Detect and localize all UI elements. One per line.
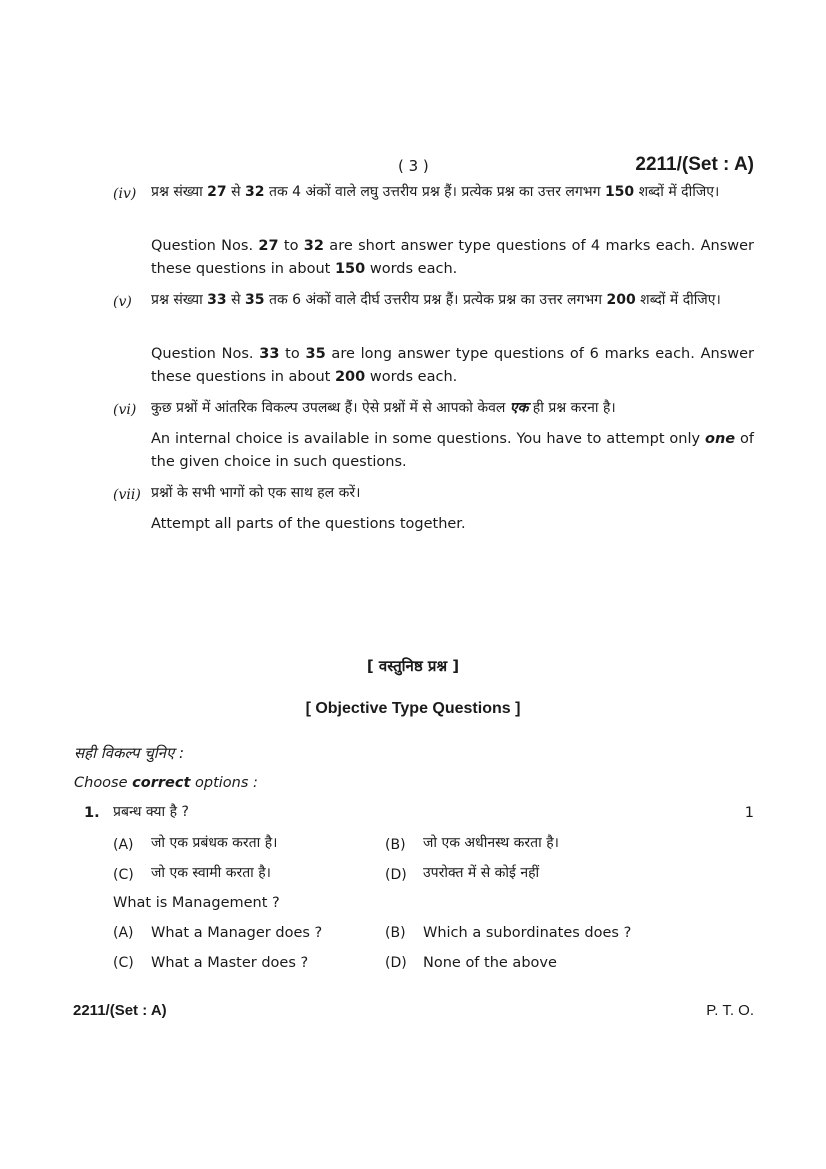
q1-english-option-c: What a Master does ? [151, 955, 309, 971]
instruction-vii-english: Attempt all parts of the questions together. [151, 516, 466, 532]
q1-english-option-d: None of the above [423, 955, 557, 971]
question-1-number: 1. [84, 805, 100, 821]
instruction-iv-numeral: (iv) [113, 186, 137, 202]
q1-english-option-d-letter: (D) [385, 955, 407, 971]
instruction-iv-hindi: प्रश्न संख्या 27 से 32 तक 4 अंकों वाले लघु उत्तरीय प्रश्न हैं। प्रत्येक प्रश्न का उत्तर लगभग 150 शब्दों में दीजिए। [151, 184, 720, 200]
q1-hindi-option-d-letter: (D) [385, 867, 407, 883]
section-title-english: [ Objective Type Questions ] [305, 700, 521, 717]
question-1-hindi-text: प्रबन्ध क्या है ? [113, 804, 189, 820]
q1-english-option-a-letter: (A) [113, 925, 134, 941]
q1-hindi-option-d: उपरोक्त में से कोई नहीं [423, 865, 540, 881]
section-title-hindi: [ वस्तुनिष्ठ प्रश्न ] [366, 657, 460, 675]
instruction-vi-numeral: (vi) [113, 402, 137, 418]
instruction-v-numeral: (v) [113, 294, 132, 310]
q1-english-option-c-letter: (C) [113, 955, 134, 971]
paper-code-footer: 2211/(Set : A) [73, 1002, 167, 1019]
q1-hindi-option-a-letter: (A) [113, 837, 134, 853]
paper-code-header: 2211/(Set : A) [635, 154, 754, 175]
instruction-v-hindi: प्रश्न संख्या 33 से 35 तक 6 अंकों वाले दीर्घ उत्तरीय प्रश्न हैं। प्रत्येक प्रश्न का उत्तर लगभग 200 शब्दों में दीजिए। [151, 292, 721, 308]
question-1-marks: 1 [744, 805, 754, 821]
q1-hindi-option-b: जो एक अधीनस्थ करता है। [423, 835, 559, 851]
q1-hindi-option-c: जो एक स्वामी करता है। [151, 865, 271, 881]
instruction-vi-english: An internal choice is available in some questions. You have to attempt only one of the given choice in such questions. [151, 431, 754, 470]
choose-instruction-hindi: सही विकल्प चुनिए : [74, 744, 185, 762]
q1-hindi-option-b-letter: (B) [385, 837, 406, 853]
q1-hindi-option-a: जो एक प्रबंधक करता है। [151, 835, 278, 851]
pto-label: P. T. O. [706, 1002, 754, 1019]
instruction-vi-hindi: कुछ प्रश्नों में आंतरिक विकल्प उपलब्ध हैं। ऐसे प्रश्नों में से आपको केवल एक ही प्रश्न करना है। [151, 400, 616, 416]
question-1-english-text: What is Management ? [113, 895, 280, 911]
instruction-vii-numeral: (vii) [113, 487, 141, 503]
choose-instruction-english: Choose correct options : [74, 775, 258, 791]
q1-english-option-b: Which a subordinates does ? [423, 925, 632, 941]
q1-hindi-option-c-letter: (C) [113, 867, 134, 883]
instruction-vii-hindi: प्रश्नों के सभी भागों को एक साथ हल करें। [151, 485, 361, 501]
instruction-v-english: Question Nos. 33 to 35 are long answer type questions of 6 marks each. Answer these questions in about 200 words each. [151, 346, 754, 385]
page-number: ( 3 ) [398, 157, 429, 175]
q1-english-option-b-letter: (B) [385, 925, 406, 941]
instruction-iv-english: Question Nos. 27 to 32 are short answer type questions of 4 marks each. Answer these questions in about 150 words each. [151, 238, 754, 277]
q1-english-option-a: What a Manager does ? [151, 925, 323, 941]
